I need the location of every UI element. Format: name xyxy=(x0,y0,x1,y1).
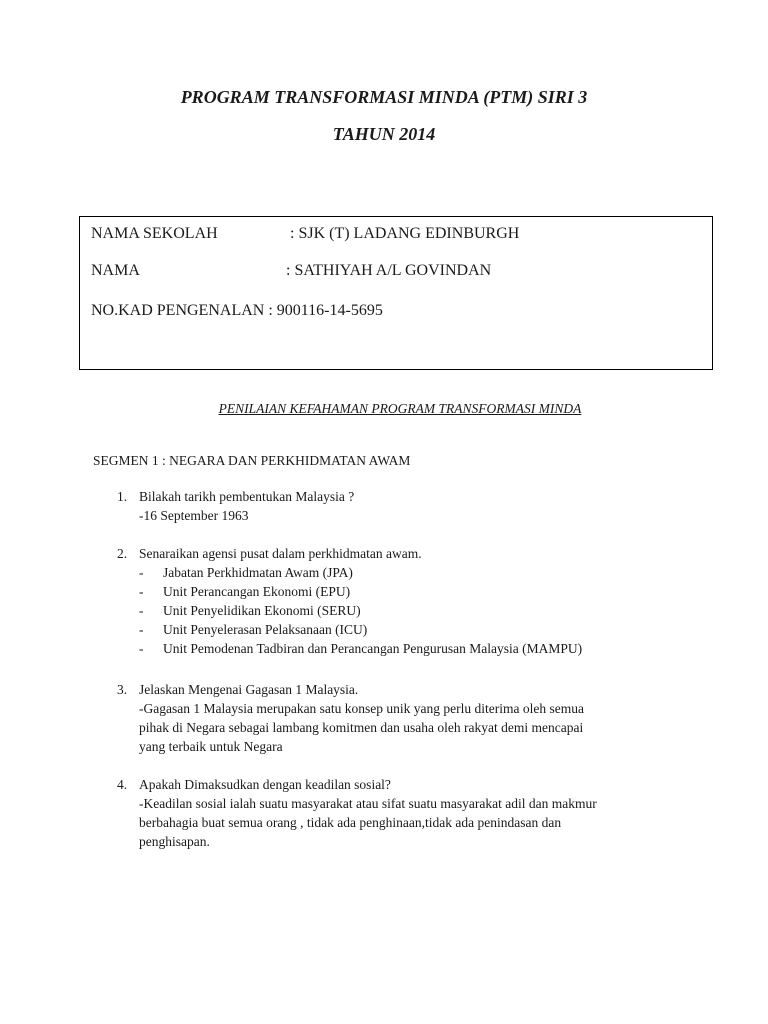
question-number: 1. xyxy=(117,489,128,504)
list-item xyxy=(139,563,695,582)
ic-value: : 900116-14-5695 xyxy=(268,302,383,319)
segment-heading: SEGMEN 1 : NEGARA DAN PERKHIDMATAN AWAM xyxy=(93,453,411,468)
list-item xyxy=(139,620,695,639)
question-number: 3. xyxy=(117,682,128,697)
dash-bullet: - xyxy=(139,565,144,580)
question-text: Jelaskan Mengenai Gagasan 1 Malaysia. xyxy=(139,682,359,697)
list-item-text: Jabatan Perkhidmatan Awam (JPA) xyxy=(163,565,353,580)
question-text: Bilakah tarikh pembentukan Malaysia ? xyxy=(139,489,355,504)
document-year: TAHUN 2014 xyxy=(332,124,436,144)
list-item-text: Unit Penyelidikan Ekonomi (SERU) xyxy=(163,603,361,618)
dash-bullet: - xyxy=(139,641,144,656)
question-number: 4. xyxy=(117,777,128,792)
question-body xyxy=(139,775,695,851)
dash-bullet: - xyxy=(139,622,144,637)
answer-line: berbahagia buat semua orang , tidak ada penghinaan,tidak ada penindasan dan xyxy=(139,815,562,830)
list-item-text: Unit Pemodenan Tadbiran dan Perancangan Pengurusan Malaysia (MAMPU) xyxy=(163,641,583,656)
student-info-box xyxy=(79,216,713,370)
answer-line: penghisapan. xyxy=(139,834,210,849)
answer-line: -Gagasan 1 Malaysia merupakan satu konsep unik yang perlu diterima oleh semua xyxy=(139,701,584,716)
answer-line: yang terbaik untuk Negara xyxy=(139,739,283,754)
list-item xyxy=(139,601,695,620)
answer-line: -Keadilan sosial ialah suatu masyarakat atau sifat suatu masyarakat adil dan makmur xyxy=(139,796,597,811)
ic-label: NO.KAD PENGENALAN xyxy=(91,302,265,319)
school-label: NAMA SEKOLAH xyxy=(91,225,218,242)
answer-line: pihak di Negara sebagai lambang komitmen dan usaha oleh rakyat demi mencapai xyxy=(139,720,584,735)
question-body xyxy=(139,487,695,525)
assessment-subtitle-text: PENILAIAN KEFAHAMAN PROGRAM TRANSFORMASI MINDA xyxy=(218,401,582,416)
question-number: 2. xyxy=(117,546,128,561)
dash-bullet: - xyxy=(139,584,144,599)
question-text: Apakah Dimaksudkan dengan keadilan sosial? xyxy=(139,777,391,792)
list-item xyxy=(139,639,695,658)
ic-row xyxy=(91,302,383,320)
list-item-text: Unit Penyelerasan Pelaksanaan (ICU) xyxy=(163,622,368,637)
assessment-subtitle xyxy=(0,401,768,417)
question-text: Senaraikan agensi pusat dalam perkhidmatan awam. xyxy=(139,546,422,561)
list-item xyxy=(139,582,695,601)
dash-bullet: - xyxy=(139,603,144,618)
list-item-text: Unit Perancangan Ekonomi (EPU) xyxy=(163,584,351,599)
question-body xyxy=(139,680,695,756)
answer-text: -16 September 1963 xyxy=(139,508,249,523)
school-value: : SJK (T) LADANG EDINBURGH xyxy=(290,225,520,242)
name-label: NAMA xyxy=(91,262,140,279)
document-title: PROGRAM TRANSFORMASI MINDA (PTM) SIRI 3 xyxy=(180,87,588,107)
name-value: : SATHIYAH A/L GOVINDAN xyxy=(286,262,492,279)
question-body xyxy=(139,544,695,658)
agency-list xyxy=(139,563,695,658)
